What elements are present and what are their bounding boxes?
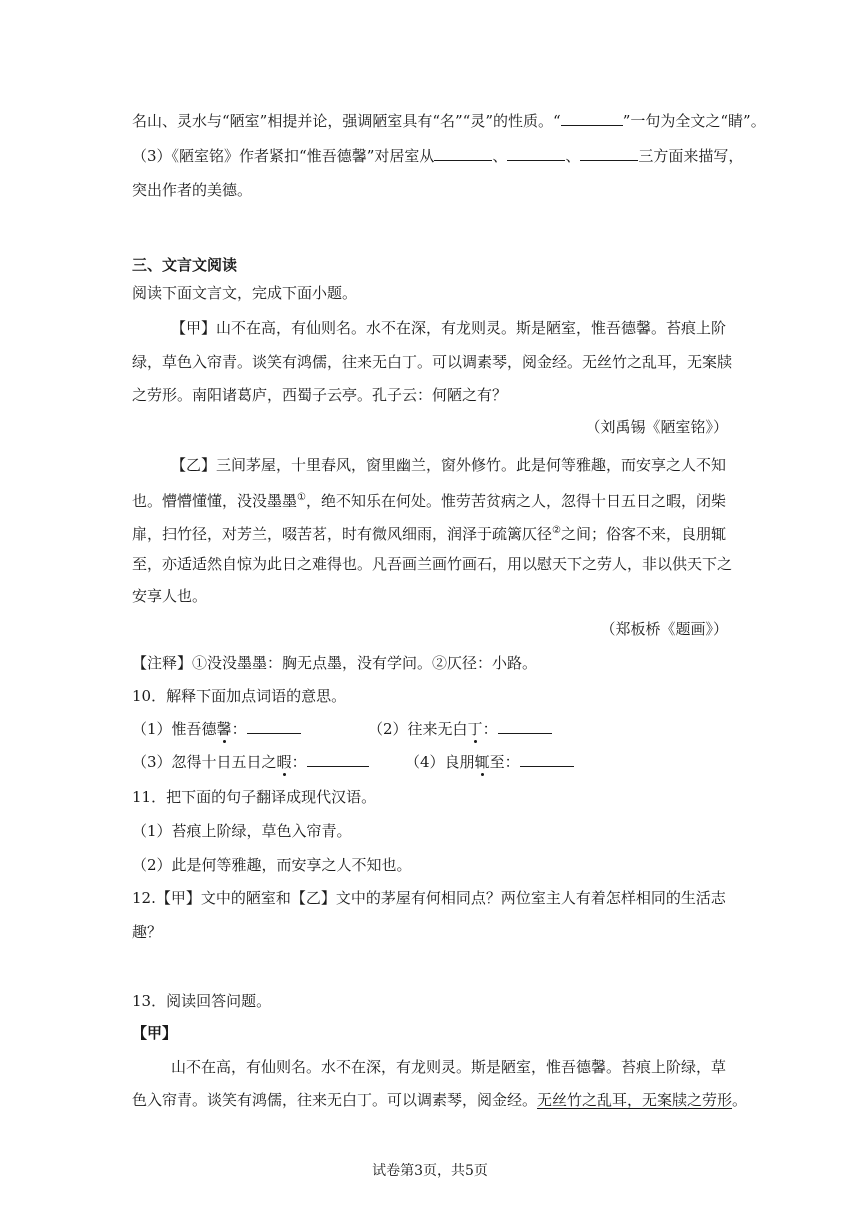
question-11-title: 11．把下面的句子翻译成现代汉语。 — [132, 788, 377, 806]
text-segment: ”一句为全文之“睛”。 — [622, 112, 766, 130]
text-segment: （1）惟吾德 — [132, 720, 217, 738]
passage-yi-line-3 — [132, 521, 726, 544]
question-11-sentence-1: （1）苔痕上阶绿，草色入帘青。 — [132, 822, 352, 840]
question-10-item-1 — [132, 719, 301, 739]
question-10-item-3 — [132, 752, 369, 772]
text-segment: ： — [231, 720, 247, 738]
passage-yi-line-4: 至，亦适适然自惊为此日之难得也。凡吾画兰画竹画石，用以慰天下之劳人，非以供天下之 — [132, 555, 733, 573]
text-segment: 、 — [492, 147, 508, 165]
text-segment: （3）《陋室铭》作者紧扣“惟吾德馨”对居室从 — [132, 147, 435, 165]
question-12-line-1: 12.【甲】文中的陋室和【乙】文中的茅屋有何相同点？两位室主人有着怎样相同的生活志 — [132, 889, 726, 907]
text-segment: 也。懵懵懂懂，没没墨墨 — [132, 492, 298, 510]
passage-yi-source: （郑板桥《题画》） — [600, 620, 728, 638]
footnote-mark: ① — [297, 492, 306, 503]
question-11-sentence-2: （2）此是何等雅趣，而安享之人不知也。 — [132, 856, 412, 874]
question-13-passage-line-1: 山不在高，有仙则名。水不在深，有龙则灵。斯是陋室，惟吾德馨。苔痕上阶绿，草 — [171, 1058, 727, 1076]
dotted-word: 丁 — [467, 720, 483, 738]
passage-jia-line-2: 绿，草色入帘青。谈笑有鸿儒，往来无白丁。可以调素琴，阅金经。无丝竹之乱耳，无案牍 — [132, 353, 733, 371]
page-footer: 试卷第3页，共5页 — [372, 1163, 488, 1179]
text-segment: （2）往来无白 — [368, 720, 468, 738]
text-segment: ： — [291, 753, 307, 771]
answer-blank[interactable] — [307, 752, 369, 767]
question-10-item-2 — [368, 719, 552, 739]
question-3-line-2: 突出作者的美德。 — [132, 181, 253, 199]
dotted-word: 馨 — [216, 720, 232, 738]
annotation-note: 【注释】①没没墨墨：胸无点墨，没有学问。②仄径：小路。 — [132, 654, 538, 672]
answer-blank[interactable] — [247, 719, 301, 734]
section-instruction: 阅读下面文言文，完成下面小题。 — [132, 284, 358, 302]
passage-yi-line-2 — [132, 488, 726, 511]
question-3-line-1 — [132, 146, 743, 166]
footnote-mark: ② — [552, 525, 561, 536]
text-segment: 三方面来描写， — [638, 147, 744, 165]
question-12-line-2: 趣？ — [132, 923, 163, 941]
text-segment: ： — [482, 720, 498, 738]
text-segment: （3）忽得十日五日之 — [132, 753, 277, 771]
prev-question-line-1 — [132, 111, 766, 131]
passage-jia-source: （刘禹锡《陋室铭》） — [585, 418, 728, 436]
text-segment: ，绝不知乐在何处。惟劳苦贫病之人，忽得十日五日之暇，闭柴 — [305, 492, 726, 510]
passage-yi-line-1: 【乙】三间茅屋，十里春风，窗里幽兰，窗外修竹。此是何等雅趣，而安享之人不知 — [171, 456, 727, 474]
passage-yi-line-5: 安享人也。 — [132, 587, 208, 605]
question-13-passage-line-2 — [132, 1090, 747, 1110]
passage-jia-line-3: 之劳形。南阳诸葛庐，西蜀子云亭。孔子云：何陋之有？ — [132, 386, 508, 404]
dotted-word: 辄 — [474, 753, 490, 771]
text-segment: 名山、灵水与“陋室”相提并论，强调陋室具有“名”“灵”的性质。“ — [132, 112, 561, 130]
text-segment: 至： — [489, 753, 520, 771]
text-segment: 。 — [732, 1091, 748, 1109]
text-segment: 、 — [565, 147, 581, 165]
text-segment: 色入帘青。谈笑有鸿儒，往来无白丁。可以调素琴，阅金经。 — [132, 1091, 538, 1109]
question-10-title: 10．解释下面加点词语的意思。 — [132, 687, 347, 705]
answer-blank[interactable] — [520, 752, 574, 767]
text-segment: 扉，扫竹径，对芳兰，啜苦茗，时有微风细雨，润泽于疏篱仄径 — [132, 525, 553, 543]
answer-blank[interactable] — [434, 146, 492, 161]
question-13-title: 13．阅读回答问题。 — [132, 992, 272, 1010]
question-13-label: 【甲】 — [132, 1024, 178, 1042]
underlined-sentence: 无丝竹之乱耳，无案牍之劳形 — [537, 1091, 733, 1109]
dotted-word: 暇 — [276, 753, 292, 771]
answer-blank[interactable] — [580, 146, 638, 161]
question-10-item-4 — [405, 752, 574, 772]
answer-blank[interactable] — [498, 719, 552, 734]
passage-jia-line-1: 【甲】山不在高，有仙则名。水不在深，有龙则灵。斯是陋室，惟吾德馨。苔痕上阶 — [171, 319, 727, 337]
answer-blank[interactable] — [561, 111, 623, 126]
answer-blank[interactable] — [507, 146, 565, 161]
text-segment: （4）良朋 — [405, 753, 475, 771]
section-title: 三、文言文阅读 — [132, 256, 238, 274]
text-segment: 之间；俗客不来，良朋辄 — [560, 525, 726, 543]
